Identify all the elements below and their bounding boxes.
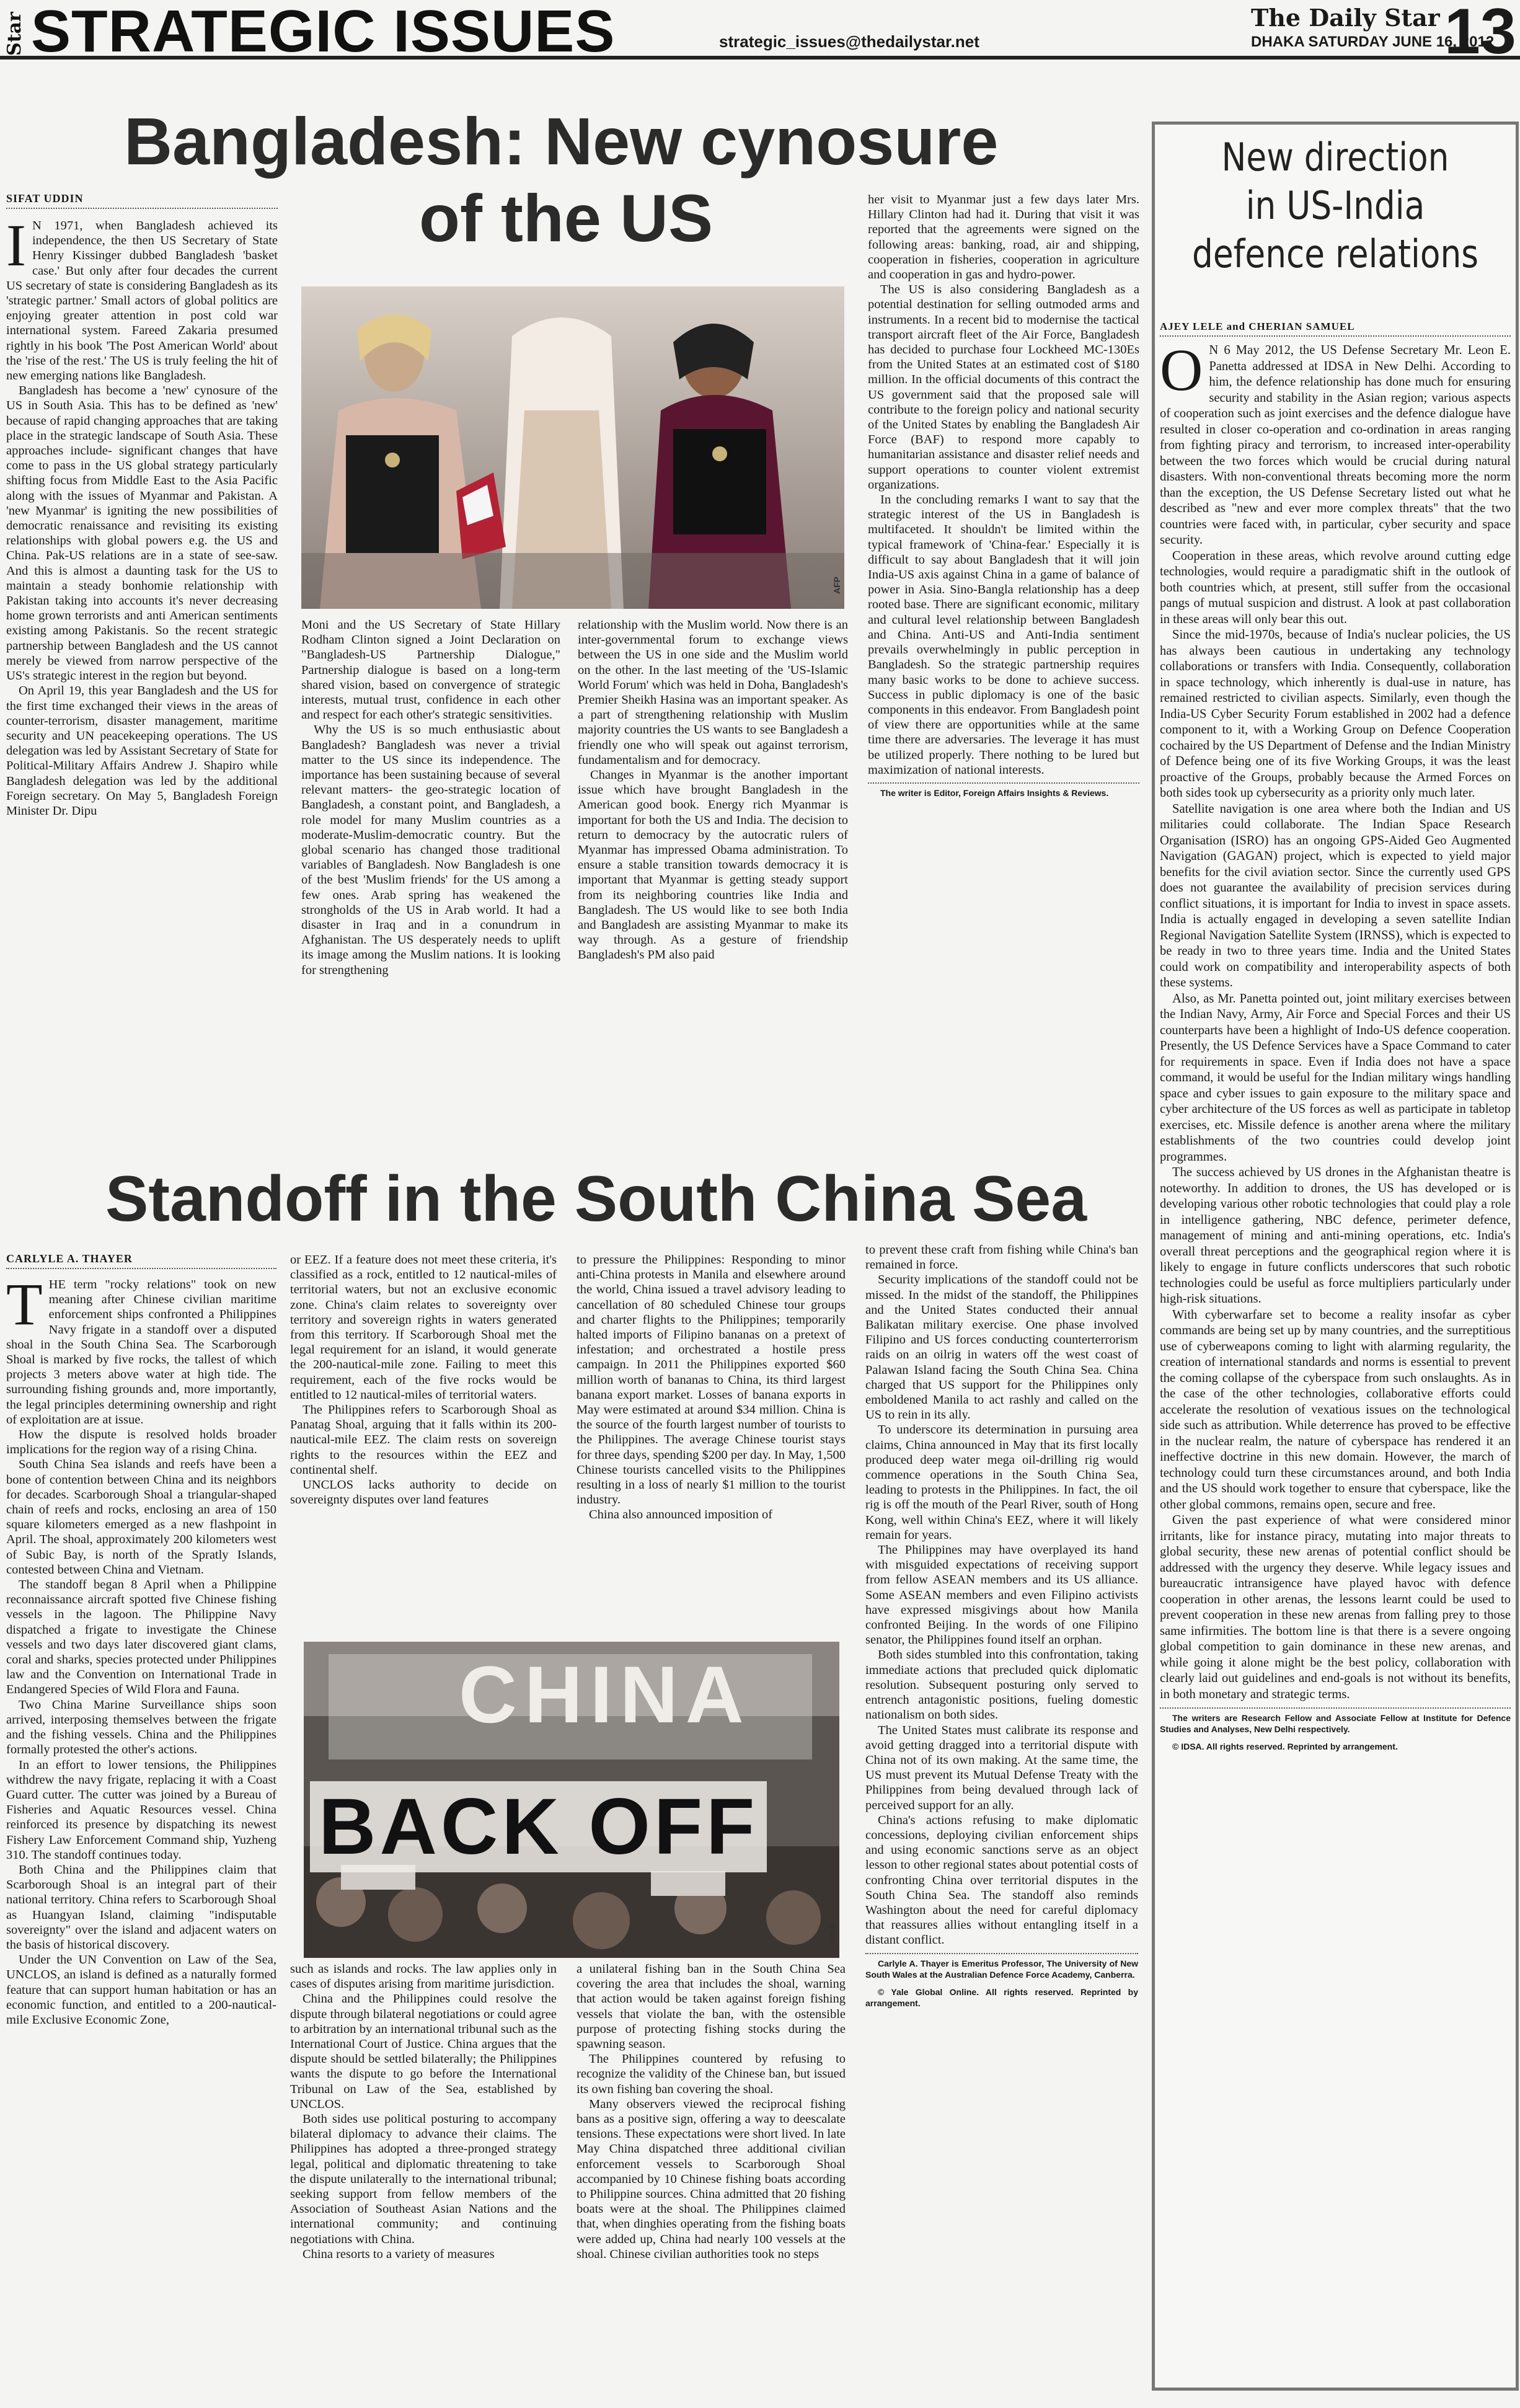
drop-cap: I (6, 218, 26, 278)
paragraph-text: HE term "rocky relations" took on new meaning after Chinese civilian maritime enforcement ships confronted a Philippines Navy frigate in a standoff over a disputed shoal in the South China Sea. The Scarborough Shoal is marked by five rocks, the tallest of which projects 3 meters above water at high tide. The surrounding fishing grounds and, more importantly, the legal principles determining ownership and right of exploitation are at issue. (6, 1278, 276, 1427)
paragraph: In an effort to lower tensions, the Philippines withdrew the navy frigate, replacing it with a Coast Guard cutter. The cutter was joined by a Bureau of Fisheries and Aquatic Resources vessel. China reinforced its presence by dispatching its newest Fishery Law Enforcement Command ship, Yuzheng 310. The standoff continues today. (6, 1758, 276, 1862)
sidebar-article-us-india (1152, 122, 1519, 2391)
paragraph: China resorts to a variety of measures (303, 2247, 495, 2261)
paragraph: South China Sea islands and reefs have been a bone of contention between China and its neighbors for decades. Scarborough Shoal a triangular-shaped chain of reefs and rocks, enclosing an area of 150 square kilometers emerged as a new flashpoint in April. The shoal, approximately 200 kilometers west of Subic Bay, is north of the Spratly Islands, contested between China and Vietnam. (6, 1458, 276, 1577)
paragraph: Many observers viewed the reciprocal fishing bans as a positive sign, offering a way to deescalate tensions. These expectations were short lived. In late May China dispatched three additional civilian enforcement vessels to Scarborough Shoal accompanied by 10 Chinese fishing boats according to Philippine sources. China admitted that 20 fishing boats were at the shoal. The Philippines claimed that, when dinghies operating from the fishing boats were added up, China had nearly 100 vessels at the shoal. Chinese civilian authorities took no steps (577, 2097, 846, 2261)
article-column (578, 617, 848, 1141)
article-headline: Bangladesh: New cynosure (124, 104, 999, 179)
author-credit: The writers are Research Fellow and Associate Fellow at Institute for Defence Studies and Analyses, New Delhi respectively. (1160, 1707, 1511, 1735)
paragraph: China and the Philippines could resolve the dispute through bilateral negotiations or could agree to arbitration by an international tribunal such as the International Court of Justice. China argues that the dispute should be settled bilaterally; the Philippines wants the dispute to go before the International Tribunal on Law of the Sea, established by UNCLOS. (290, 1992, 557, 2111)
copyright-note: © Yale Global Online. All rights reserved. Reprinted by arrangement. (865, 1986, 1138, 2008)
author-credit: Carlyle A. Thayer is Emeritus Professor, The University of New South Wales at the Australian Defence Force Academy, Canberra. (865, 1953, 1138, 1980)
paragraph: China also announced imposition of (589, 1508, 773, 1522)
byline: SIFAT UDDIN (6, 192, 278, 209)
star-logo: Star (4, 12, 25, 56)
article-column (868, 192, 1139, 1141)
paragraph: In the concluding remarks I want to say that the strategic interest of the US in Bangladesh is multifaceted. It shouldn't be limited within the typical framework of 'China-fear.' Especially it is difficult to say about Bangladesh that it will join India-US axis against China in a game of balance of power in Asia. Sino-Bangla relationship has a deep rooted base. There are significant economic, military and cultural level relationship between Bangladesh and China. Anti-US and Anti-India sentiment prevails overwhelmingly in public perception in Bangladesh. So the strategic partnership requires many basic works to be done to achieve success. Success in public diplomacy is one of the basic components in this endeavor. From Bangladesh point of view there are opportunities while at the same time there are adversaries. The leverage it has must be utilized properly. There nothing to be lured but maximization of national interests. (868, 493, 1139, 777)
paragraph: The Philippines countered by refusing to recognize the validity of the Chinese ban, but issued its own fishing ban covering the shoal. (577, 2052, 846, 2096)
photo-credit: AFP (832, 577, 842, 594)
sidebar-headline-line3: defence relations (1191, 231, 1479, 277)
article-column (290, 1252, 557, 1637)
paragraph: Also, as Mr. Panetta pointed out, joint military exercises between the Indian Navy, Army, Air Force and Special Forces and their US counterparts have been a highlight of Indo-US defence cooperation. Presently, the US Defence Services have a Space Command to cater for requirements in space. Even if India does not have a space command, it would be useful for the Indian military wings handling space and cyber issues to gain exposure to the military space and cyber architecture of the US forces as well as participate in tabletop exercises, etc. Missile defence is another arena where the military establishments of the two countries could develop joint programmes. (1160, 991, 1511, 1164)
paragraph: Both sides stumbled into this confrontation, taking immediate actions that precluded quick diplomatic resolution. Subsequent posturing only served to entrench antagonistic positions, fueling domestic nationalism on both sides. (865, 1648, 1138, 1722)
paragraph: On April 19, this year Bangladesh and the US for the first time exchanged their views in the areas of counter-terrorism, disaster management, maritime security and UN peacekeeping operations. The US delegation was led by Assistant Secretary of State for Political-Military Affairs Andrew J. Shapiro while Bangladesh delegation was led by the additional Foreign secretary. On May 5, Bangladesh Foreign Minister Dr. Dipu (6, 684, 278, 818)
drop-cap: T (6, 1277, 43, 1337)
paragraph: Since the mid-1970s, because of India's nuclear policies, the US has always been cautious in undertaking any technology collaborations or transfers with India. Consequently, collaboration in space technology, which inherently is dual-use in nature, has remained restricted to civilian aspects. Similarly, even though the India-US Cyber Security Forum established in 2002 had a defence component to it, with a Working Group on Defence Cooperation cochaired by the US Department of Defense and the Indian Ministry of Defence being one of its five Working Groups, it was the least proactive of the Groups, probably because the Armed Forces on both sides took up cybersecurity as a priority only much later. (1160, 628, 1511, 800)
paragraph: Under the UN Convention on Law of the Sea, UNCLOS, an island is defined as a naturally formed feature that can support human habitation or has an economic function, and entitled to a 200-nautical-mile Exclusive Economic Zone, (6, 1953, 276, 2027)
paragraph (6, 218, 278, 383)
drop-cap: O (1160, 343, 1203, 403)
article-column (290, 1962, 557, 2399)
copyright-note: © IDSA. All rights reserved. Reprinted by arrangement. (1172, 1742, 1398, 1751)
paragraph: The United States must calibrate its response and avoid getting dragged into a territorial dispute with China not of its own making. At the same time, the US must prevent its Mutual Defense Treaty with the Philippines from being devalued through lack of perceived support for an ally. (865, 1723, 1138, 1812)
paragraph: To underscore its determination in pursuing area claims, China announced in May that its first locally produced deep water mega oil-drilling rig would commence operations in the South China Sea, leading to protests in the Philippines. In fact, the oil rig is off the mouth of the Pearl River, south of Hong Kong, well within China's EEZ, where it will likely remain for years. (865, 1423, 1138, 1542)
paragraph: The US is also considering Bangladesh as a potential destination for selling outmoded arms and instruments. In a recent bid to modernise the tactical transport aircraft fleet of the Air Force, Bangladesh has decided to purchase four Lockheed MC-130Es from the United States at an estimated cost of $180 million. In the official documents of this contract the US government said that the proposed sale will contribute to the foreign policy and national security of the United States by enabling the Bangladesh Air Force (BAF) to respond more capably to humanitarian assistance and disaster relief needs and support operations to counter violent extremist organizations. (868, 283, 1139, 492)
author-credit: The writer is Editor, Foreign Affairs Insights & Reviews. (868, 782, 1139, 799)
paragraph (1160, 343, 1511, 549)
paragraph: Bangladesh has become a 'new' cynosure of the US in South Asia. This has to be defined as 'new' because of rapid changing approaches that are taking place in the strategic landscape of South Asia. These approaches include- significant changes that have come to pass in the US global strategy particularly shifting focus from Middle East to the Asia Pacific along with the issues of Myanmar and Pakistan. A 'new Myanmar' is igniting the new possibilities of democratic renaissance and revisiting its existing relationships with global powers e.g. the US and China. Pak-US relations are in a state of see-saw. And this is almost a daunting task for the US to maintain a steady bonhomie relationship with Pakistan taking into accounts it's never decreasing home grown terrorists and anti American sentiments existing among Pakistanis. So the recent strategic partnership between Bangladesh and the US cannot merely be viewed from narrow perspective of the US's strategic interest in the region but beyond. (6, 384, 278, 683)
paragraph: to prevent these craft from fishing while China's ban remained in force. (865, 1243, 1138, 1272)
article-headline: Standoff in the South China Sea (105, 1163, 1087, 1235)
byline: CARLYLE A. THAYER (6, 1252, 276, 1269)
paragraph: Moni and the US Secretary of State Hillary Rodham Clinton signed a Joint Declaration on "Bangladesh-US Partnership Dialogue," Partnership dialogue is based on a long-term shared vision, based on convergence of strategic interests, mutual trust, confidence in each other and respect for each other's strategic sensitivities. (301, 618, 560, 722)
article-column (577, 1962, 846, 2399)
sidebar-headline-line2: in US-India (1245, 183, 1425, 228)
section-email-link[interactable]: strategic_issues@thedailystar.net (719, 32, 979, 51)
newspaper-name: The Daily Star (1251, 4, 1440, 32)
protest-photo (304, 1642, 839, 1958)
photo-credit: YALE (827, 1922, 837, 1945)
banner-text: CHINA (459, 1649, 751, 1740)
paragraph: Given the past experience of what were considered minor irritants, like for instance piracy, mutating into major threats to global security, these new arenas of potential conflict should be addressed with the urgency they deserve. While legacy issues and bureaucratic intransigence have played havoc with defence cooperation in other arenas, the lessons learnt could be used to prevent cooperation in these new arenas from falling prey to those same infirmities. The bottom line is that there is a severe ongoing global competition to gain dominance in these new arenas, and while going it alone might be the best policy, collaboration with clearly laid out guidelines and end-goals is not without its benefits, in both monetary and strategic terms. (1160, 1513, 1511, 1701)
banner-text: BACK OFF (310, 1781, 767, 1872)
paragraph: her visit to Myanmar just a few days later Mrs. Hillary Clinton had had it. During that visit it was reported that the agreements were signed on the following areas: banking, road, air and shipping, cooperation in fisheries, cooperation in agriculture and cooperation in gas and hydro-power. (868, 193, 1139, 282)
page-number: 13 (1444, 0, 1516, 68)
paragraph: How the dispute is resolved holds broader implications for the region way of a rising China. (6, 1428, 276, 1457)
paragraph: The Philippines may have overplayed its hand with misguided expectations of receiving support from fellow ASEAN members and its US alliance. Some ASEAN members and even Filipino activists have expressed misgivings about how Manila confronted Beijing. In the words of one Filipino senator, the Philippines found itself an orphan. (865, 1543, 1138, 1647)
paragraph: such as islands and rocks. The law applies only in cases of disputes arising from maritime jurisdiction. (290, 1962, 557, 1991)
sidebar-headline-line1: New direction (1221, 135, 1449, 180)
paragraph: Satellite navigation is one area where both the Indian and US militaries could collaborate. The Indian Space Research Organisation (ISRO) has an ongoing GPS-Aided Geo Augmented Navigation (GAGAN) project, which is expected to yield major benefits for the civil aviation sector. Since the currently used GPS does not guarantee the availability of precision services during conflict situations, it is important for India to invest in space assets. India is actually engaged in developing a seven satellite Indian Regional Navigation Satellite System (IRNSS), which is expected to be ready in two to three years time. India and the United States could work on compatibility and interoperability aspects of both these systems. (1160, 802, 1511, 989)
article-headline-line2: of the US (419, 180, 713, 255)
paragraph: to pressure the Philippines: Responding to minor anti-China protests in Manila and elsewhere around the world, China issued a travel advisory leading to cancellation of 80 scheduled Chinese tour groups and charter flights to the Philippines; temporarily halted imports of Filipino bananas on a pretext of infestation; and orchestrated a hostile press campaign. In 2011 the Philippines exported $60 million worth of bananas to China, its third largest banana export market. Losses of banana exports in May were estimated at around $34 million. China is the source of the fourth largest number of tourists to the Philippines. The average Chinese tourist stays for three days, spending $200 per day. In May, 1,500 Chinese tourists cancelled visits to the Philippines resulting in a loss of nearly $1 million to the tourist industry. (577, 1253, 846, 1507)
paragraph: China's actions refusing to make diplomatic concessions, deploying civilian enforcement ships and using economic sanctions serve as an object lesson to other regional states about potential costs of confronting China over territorial disputes in the South China Sea. The standoff also reminds Washington about the need for careful diplomacy that reassures allies without entangling itself in a distant conflict. (865, 1813, 1138, 1947)
paragraph: a unilateral fishing ban in the South China Sea covering the area that includes the shoal, warning that action would be taken against foreign fishing vessels that violate the ban, with the ostensible purpose of protecting fishing stocks during the spawning season. (577, 1962, 846, 2052)
paragraph: Both sides use political posturing to accompany bilateral diplomacy to advance their claims. The Philippines has adopted a three-pronged strategy legal, political and diplomatic threatening to take the dispute unilaterally to the international tribunal; seeking support from fellow members of the Association of Southeast Asian Nations and the international community; and continuing negotiations with China. (290, 2112, 557, 2246)
article-column (1160, 343, 1511, 2386)
paragraph: Two China Marine Surveillance ships soon arrived, interposing themselves between the frigate and the fishing vessels. China and the Philippines formally protested the other's actions. (6, 1698, 276, 1757)
byline: AJEY LELE and CHERIAN SAMUEL (1160, 321, 1511, 337)
article-column (6, 218, 278, 1141)
paragraph: The Philippines refers to Scarborough Shoal as Panatag Shoal, arguing that it falls within its 200- nautical-mile EEZ. The claim rests on sovereign rights to the resources within the EEZ and continental shelf. (290, 1403, 557, 1477)
paragraph: With cyberwarfare set to become a reality insofar as cyber commands are being set up by many countries, and the surreptitious use of cyberweapons coming to light with alarming regularity, the creation of international standards and norms is essential to prevent the coming collapse of the cyberspace from such onslaughts. As in the case of the other technologies, collaborative efforts could accelerate the resolution of vexatious issues on the technological side such as attribution. While deterrence has proved to be effective in the nuclear realm, the nature of cyberspace has rendered it an ineffective doctrine in this new domain. However, the march of technology could turn these circumstances around, and both India and the US should work together to ensure that cyberspace, like the other global commons, remains open, secure and free. (1160, 1308, 1511, 1512)
paragraph: UNCLOS lacks authority to decide on sovereignty disputes over land features (290, 1478, 557, 1507)
section-title: STRATEGIC ISSUES (31, 0, 616, 64)
paragraph: Security implications of the standoff could not be missed. In the midst of the standoff, the Philippines and the United States conducted their annual Balikatan military exercise. One phase involved Filipino and US forces conducting counterterrorism raids on an oilrig in waters off the west coast of Palawan Island facing the South China Sea. China charged that US support for the Philippines only emboldened Manila to act rashly and called on the US to rein in its ally. (865, 1273, 1138, 1422)
article-column (577, 1252, 846, 1637)
paragraph: or EEZ. If a feature does not meet these criteria, it's classified as a rock, entitled to 12 nautical-miles of territorial waters, but not an exclusive economic zone. China's claim relates to sovereignty over territory and sovereign rights in waters generated from this territory. If Scarborough Shoal met the legal requirement for an island, it would generate the 200-nautical-mile zone. Failing to meet this requirement, each of the five rocks would be entitled to 12 nautical-miles of territorial waters. (290, 1253, 557, 1402)
paragraph: The success achieved by US drones in the Afghanistan theatre is noteworthy. In addition to drones, the US has developed or is developing various other robotic technologies that could play a role in intelligence gathering, NBC defence, perimeter defence, management of mining and anti-mining operations, etc. India's overall threat perceptions and the geographical region where it is likely to engage in future conflicts underscores that such robotic technologies could be useful as force multipliers particularly under high-risk situations. (1160, 1166, 1511, 1306)
paragraph: Cooperation in these areas, which revolve around cutting edge technologies, would require a paradigmatic shift in the outlook of both countries which, at present, still suffer from the occasional pangs of mutual suspicion and distrust. A look at past collaboration in these areas will only bear this out. (1160, 549, 1511, 626)
paragraph (6, 1277, 276, 1427)
article-column (6, 1277, 276, 2399)
paragraph: relationship with the Muslim world. Now there is an inter-governmental forum to exchange views between the US in one side and the Muslim world on the other. In the last meeting of the 'US-Islamic World Forum' which was held in Doha, Bangladesh's Premier Sheikh Hasina was an important speaker. As a part of strengthening relationship with Muslim majority countries the US wants to see Bangladesh a friendly one who will speak out against terrorism, fundamentalism and for democracy. (578, 618, 848, 767)
masthead (0, 0, 1520, 68)
article-column (865, 1242, 1138, 2399)
paragraph-text: N 6 May 2012, the US Defense Secretary Mr. Leon E. Panetta addressed at IDSA in New Delhi. According to him, the defence relationship has done much for ensuring security and stability in the Asian region; various aspects of cooperation such as joint exercises and the defence dialogue have resulted in closer co-operation and co-ordination in areas ranging from fighting piracy and terrorism, to increased inter-operability between the two forces which would be crucial during natural disasters. With non-conventional threats becoming more the norm than the exception, the US Defense Secretary listed out what he described as "new and ever more complex threats" that the two countries were faced with, in particular, cyber security and space security. (1160, 343, 1511, 547)
signing-ceremony-photo (301, 286, 844, 609)
sidebar-headline (1180, 133, 1491, 278)
dateline: DHAKA SATURDAY JUNE 16, 2012 (1251, 33, 1495, 50)
photo-image (301, 286, 844, 609)
paragraph: Why the US is so much enthusiastic about Bangladesh? Bangladesh was never a trivial matter to the US since its independence. The importance has been sustaining because of several relevant matters- the geo-strategic location of Bangladesh, a constant point, and Bangladesh, a role model for many Muslim countries as a moderate-Muslim-democratic country. But the global scenario has changed those traditional variables of Bangladesh. Now Bangladesh is one of the best 'Muslim friends' for the US among a few ones. Arab spring has weakened the strongholds of the US in Arab world. It had a disaster in Iraq and in a conundrum in Afghanistan. The US desperately needs to uplift its image among the Muslim nations. It is looking for strengthening (301, 723, 560, 977)
paragraph: The standoff began 8 April when a Philippine reconnaissance aircraft spotted five Chinese fishing vessels in the lagoon. The Philippine Navy dispatched a frigate to investigate the Chinese vessels and two days later discovered giant clams, coral and sharks, species protected under Philippines law and the Convention on International Trade in Endangered Species of Wild Flora and Fauna. (6, 1578, 276, 1697)
paragraph: Both China and the Philippines claim that Scarborough Shoal is an integral part of their national territory. China refers to Scarborough Shoal as Huangyan Island, claiming "indisputable sovereignty" over the island and adjacent waters on the basis of historical discovery. (6, 1862, 276, 1952)
paragraph-text: N 1971, when Bangladesh achieved its independence, the then US Secretary of State Henry Kissinger dubbed Bangladesh 'basket case.' But only after four decades the current US secretary of state is considering Bangladesh as its 'strategic partner.' Small actors of global politics are enjoying greater attention in post cold war international system. Fareed Zakaria presumed rightly in his book 'The Post American World' about the 'rise of the rest.' The US is truly feeling the hit of new emerging nations like Bangladesh. (6, 219, 278, 383)
paragraph: Changes in Myanmar is the another important issue which have brought Bangladesh in the American good book. Energy rich Myanmar is important for both the US and India. The decision to return to democracy by the autocratic rulers of Myanmar has impressed Obama administration. To ensure a stable transition towards democracy it is important that Myanmar is getting steady support from its neighboring countries like India and Bangladesh. The US would like to see both India and Bangladesh are assisting Myanmar to make its way through. As a gesture of friendship Bangladesh's PM also paid (578, 768, 848, 962)
article-column (301, 617, 560, 1141)
